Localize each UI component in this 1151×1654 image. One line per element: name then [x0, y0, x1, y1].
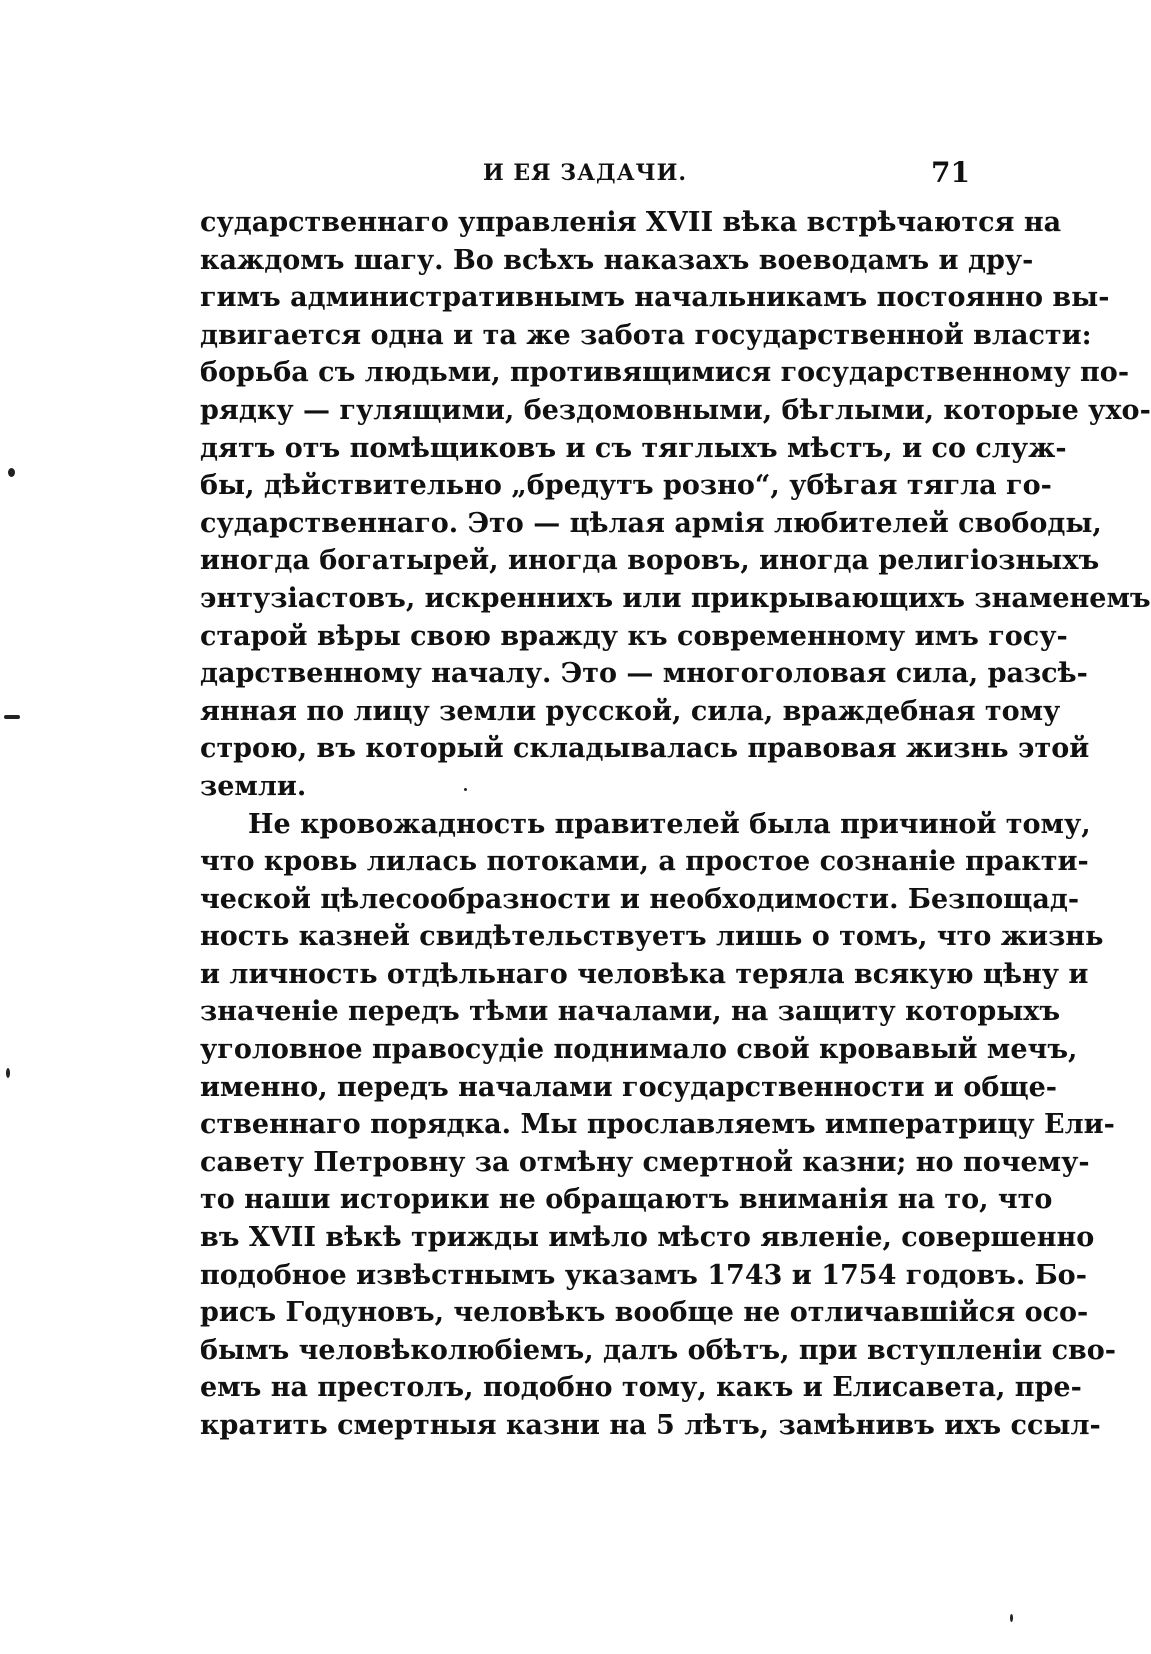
text-line: дарственному началу. Это — многоголовая сила, разсѣ-	[200, 658, 1088, 690]
text-line: въ XVII вѣкѣ трижды имѣло мѣсто явленіе, совершенно	[200, 1222, 1095, 1254]
text-line: дятъ отъ помѣщиковъ и съ тяглыхъ мѣстъ, и со служ-	[200, 432, 1067, 464]
text-line: что кровь лилась потоками, а простое сознаніе практи-	[200, 846, 1089, 878]
text-line: савету Петровну за отмѣну смертной казни; но почему-	[200, 1146, 1090, 1178]
text-line: бы, дѣйствительно „бредутъ розно“, убѣгая тягла го-	[200, 470, 1052, 502]
running-head	[200, 156, 970, 192]
text-line: емъ на престолъ, подобно тому, какъ и Елисавета, пре-	[200, 1372, 1082, 1404]
text-line: рядку — гулящими, бездомовными, бѣглыми, которые ухо-	[200, 394, 1151, 426]
scan-speck	[6, 1068, 10, 1078]
text-line: старой вѣры свою вражду къ современному имъ госу-	[200, 620, 1068, 652]
scan-speck	[1010, 1614, 1013, 1622]
text-line: борьба съ людьми, противящимися государственному по-	[200, 357, 1130, 389]
text-line: рисъ Годуновъ, человѣкъ вообще не отличавшійся осо-	[200, 1297, 1089, 1329]
text-line: ческой цѣлесообразности и необходимости. Безпощад-	[200, 883, 1080, 915]
scan-speck	[464, 788, 467, 791]
scan-speck	[8, 468, 15, 477]
text-line: ственнаго порядка. Мы прославляемъ императрицу Ели-	[200, 1109, 1115, 1141]
body-text	[200, 204, 1151, 1445]
text-line: двигается одна и та же забота государственной власти:	[200, 319, 1092, 351]
text-line: уголовное правосудіе поднимало свой кровавый мечъ,	[200, 1034, 1078, 1066]
text-line: именно, передъ началами государственности и обще-	[200, 1071, 1057, 1103]
text-line: бымъ человѣколюбіемъ, далъ обѣтъ, при вступленіи сво-	[200, 1334, 1117, 1366]
text-line: кратить смертныя казни на 5 лѣтъ, замѣнивъ ихъ ссыл-	[200, 1410, 1101, 1441]
running-title: И ЕЯ ЗАДАЧИ.	[482, 160, 688, 186]
text-line: значеніе передъ тѣми началами, на защиту которыхъ	[200, 996, 1061, 1028]
text-line: сударственнаго. Это — цѣлая армія любителей свободы,	[200, 507, 1102, 539]
scan-speck	[4, 715, 20, 719]
text-line: сударственнаго управленія XVII вѣка встрѣчаются на	[200, 207, 1062, 238]
text-line: строю, въ который складывалась правовая жизнь этой	[200, 733, 1090, 765]
text-line: земли.	[200, 770, 307, 802]
text-line: и личность отдѣльнаго человѣка теряла всякую цѣну и	[200, 958, 1089, 990]
page-number: 71	[931, 156, 970, 189]
text-line: Не кровожадность правителей была причиной тому,	[248, 808, 1091, 840]
text-line: энтузіастовъ, искреннихъ или прикрывающихъ знаменемъ	[200, 582, 1151, 614]
text-line: ность казней свидѣтельствуетъ лишь о томъ, что жизнь	[200, 921, 1104, 953]
text-line: янная по лицу земли русской, сила, враждебная тому	[200, 695, 1061, 727]
text-line: то наши историки не обращаютъ вниманія на то, что	[200, 1184, 1053, 1216]
text-line: каждомъ шагу. Во всѣхъ наказахъ воеводамъ и дру-	[200, 244, 1034, 276]
text-line: иногда богатырей, иногда воровъ, иногда религіозныхъ	[200, 545, 1100, 577]
text-line: гимъ административнымъ начальникамъ постоянно вы-	[200, 282, 1110, 314]
text-line: подобное извѣстнымъ указамъ 1743 и 1754 годовъ. Бо-	[200, 1259, 1087, 1291]
